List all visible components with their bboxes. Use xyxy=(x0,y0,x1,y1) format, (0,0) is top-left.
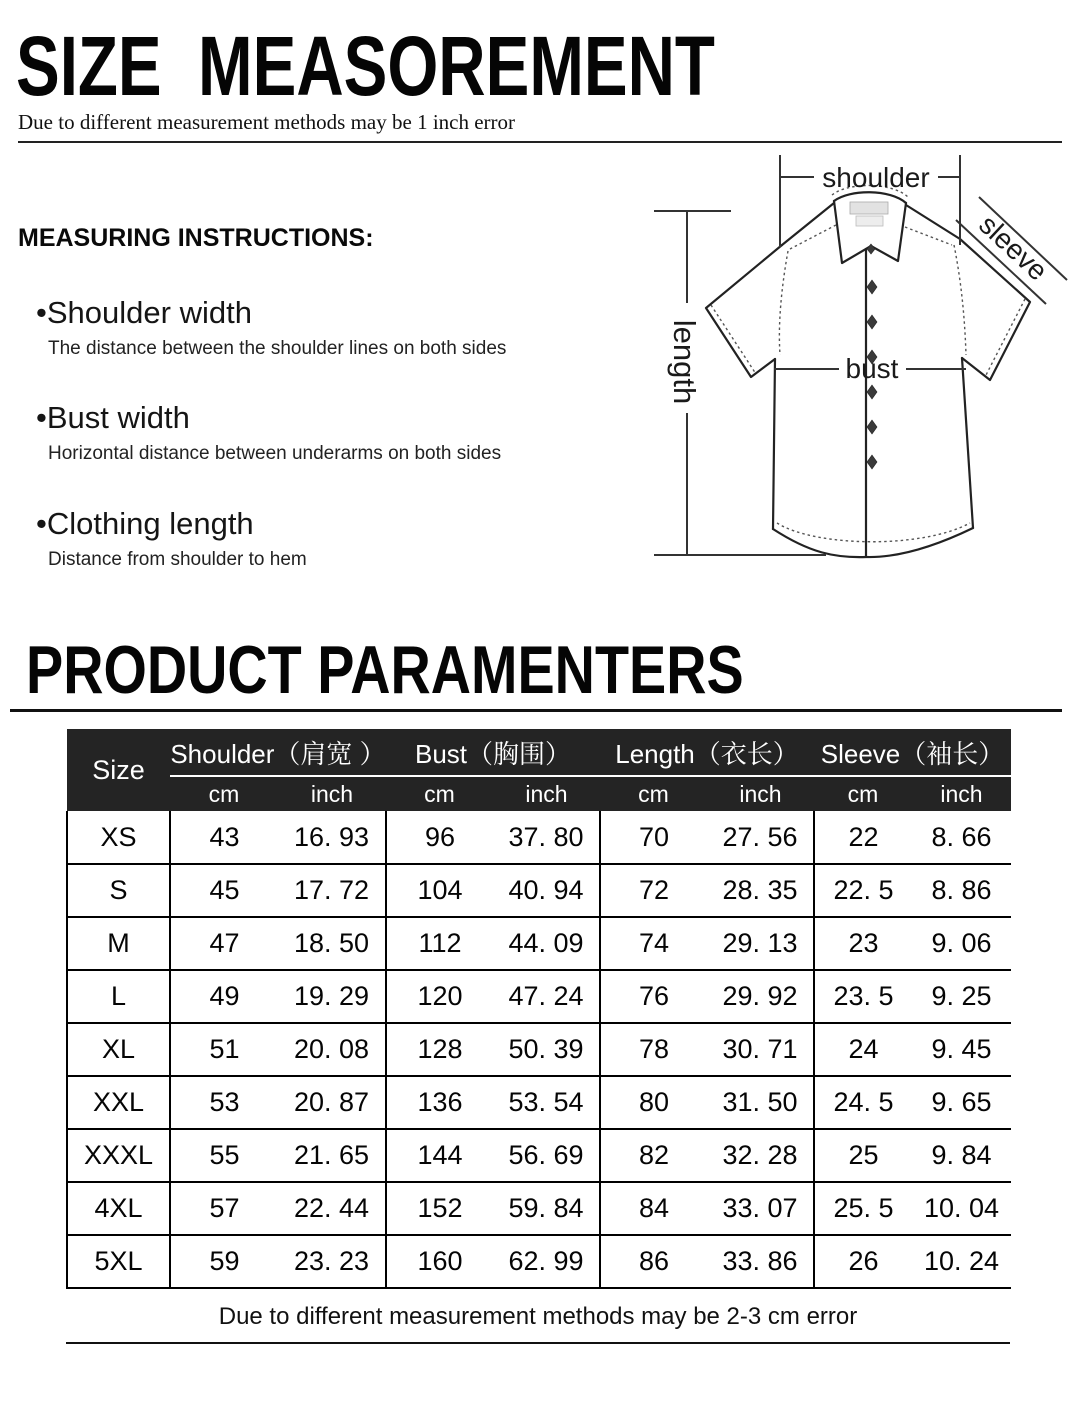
size-cell: XL xyxy=(67,1023,170,1076)
unit-header-cm: cm xyxy=(600,776,707,811)
measurement-cell: 45 xyxy=(170,864,278,917)
unit-header-inch: inch xyxy=(912,776,1011,811)
table-row xyxy=(67,811,1011,864)
measurement-cell: 21. 65 xyxy=(278,1129,386,1182)
instruction-item-bust xyxy=(36,401,501,465)
measurement-cell: 9. 45 xyxy=(912,1023,1011,1076)
measurement-cell: 20. 08 xyxy=(278,1023,386,1076)
measurement-cell: 80 xyxy=(600,1076,707,1129)
size-cell: XXL xyxy=(67,1076,170,1129)
measurement-cell: 47. 24 xyxy=(493,970,600,1023)
table-row xyxy=(67,1076,1011,1129)
unit-header-cm: cm xyxy=(170,776,278,811)
measurement-cell: 23. 5 xyxy=(814,970,912,1023)
measurement-cell: 82 xyxy=(600,1129,707,1182)
measurement-cell: 104 xyxy=(386,864,493,917)
measurement-cell: 53. 54 xyxy=(493,1076,600,1129)
instruction-item-shoulder xyxy=(36,296,506,360)
measurement-cell: 37. 80 xyxy=(493,811,600,864)
measurement-cell: 19. 29 xyxy=(278,970,386,1023)
measurement-cell: 72 xyxy=(600,864,707,917)
measurement-cell: 62. 99 xyxy=(493,1235,600,1288)
instruction-description: Horizontal distance between underarms on both sides xyxy=(48,443,502,465)
measurement-cell: 9. 65 xyxy=(912,1076,1011,1129)
size-cell: M xyxy=(67,917,170,970)
column-header-size: Size xyxy=(67,729,170,811)
measurement-cell: 23 xyxy=(814,917,912,970)
measurement-cell: 25. 5 xyxy=(814,1182,912,1235)
page-title: SIZE MEASOREMENT xyxy=(16,19,715,113)
size-table xyxy=(66,729,1011,1289)
diagram-label-bust: bust xyxy=(845,353,899,384)
measurement-cell: 84 xyxy=(600,1182,707,1235)
measurement-cell: 10. 24 xyxy=(912,1235,1011,1288)
measurement-cell: 74 xyxy=(600,917,707,970)
size-cell: 5XL xyxy=(67,1235,170,1288)
table-row xyxy=(67,1129,1011,1182)
measurement-cell: 23. 23 xyxy=(278,1235,386,1288)
measurement-cell: 9. 06 xyxy=(912,917,1011,970)
measurement-cell: 56. 69 xyxy=(493,1129,600,1182)
table-row xyxy=(67,917,1011,970)
measurement-cell: 8. 66 xyxy=(912,811,1011,864)
instruction-title-text: Bust width xyxy=(46,400,190,435)
measurement-cell: 44. 09 xyxy=(493,917,600,970)
measurement-cell: 78 xyxy=(600,1023,707,1076)
measurement-cell: 22. 44 xyxy=(278,1182,386,1235)
button-icon xyxy=(867,420,877,434)
measurement-cell: 53 xyxy=(170,1076,278,1129)
measurement-cell: 30. 71 xyxy=(707,1023,814,1076)
unit-header-inch: inch xyxy=(493,776,600,811)
measurement-cell: 43 xyxy=(170,811,278,864)
column-header-bust: Bust（胸围） xyxy=(386,729,600,776)
unit-header-cm: cm xyxy=(386,776,493,811)
button-icon xyxy=(867,280,877,294)
measurement-cell: 160 xyxy=(386,1235,493,1288)
parameters-heading: PRODUCT PARAMENTERS xyxy=(26,632,744,708)
measurement-cell: 22 xyxy=(814,811,912,864)
button-icon xyxy=(867,385,877,399)
diagram-label-length: length xyxy=(667,319,702,405)
measurement-cell: 128 xyxy=(386,1023,493,1076)
column-header-sleeve: Sleeve（袖长） xyxy=(814,729,1011,776)
size-cell: XXXL xyxy=(67,1129,170,1182)
button-icon xyxy=(867,455,877,469)
bullet-icon: • xyxy=(36,400,47,435)
measurement-cell: 29. 13 xyxy=(707,917,814,970)
measurement-cell: 25 xyxy=(814,1129,912,1182)
measurement-cell: 32. 28 xyxy=(707,1129,814,1182)
measurement-cell: 33. 86 xyxy=(707,1235,814,1288)
instruction-title-text: Clothing length xyxy=(46,506,254,541)
measurement-cell: 17. 72 xyxy=(278,864,386,917)
measurement-cell: 28. 35 xyxy=(707,864,814,917)
button-icon xyxy=(867,244,875,254)
button-icon xyxy=(867,315,877,329)
instruction-item-length xyxy=(36,507,307,571)
measurement-cell: 40. 94 xyxy=(493,864,600,917)
table-row xyxy=(67,864,1011,917)
unit-header-cm: cm xyxy=(814,776,912,811)
table-row xyxy=(67,1023,1011,1076)
measurement-cell: 51 xyxy=(170,1023,278,1076)
table-row xyxy=(67,970,1011,1023)
page-subtitle: Due to different measurement methods may be 1 inch error xyxy=(18,110,516,134)
measurement-cell: 31. 50 xyxy=(707,1076,814,1129)
measurement-cell: 152 xyxy=(386,1182,493,1235)
measurement-cell: 29. 92 xyxy=(707,970,814,1023)
measurement-cell: 59. 84 xyxy=(493,1182,600,1235)
measurement-cell: 22. 5 xyxy=(814,864,912,917)
measurement-cell: 9. 25 xyxy=(912,970,1011,1023)
table-row xyxy=(67,1182,1011,1235)
measurement-cell: 20. 87 xyxy=(278,1076,386,1129)
table-header-unit-row xyxy=(67,776,1011,811)
measurement-cell: 24 xyxy=(814,1023,912,1076)
bullet-icon: • xyxy=(36,506,47,541)
measurement-cell: 50. 39 xyxy=(493,1023,600,1076)
instruction-title-text: Shoulder width xyxy=(46,295,252,330)
measurement-cell: 70 xyxy=(600,811,707,864)
bullet-icon: • xyxy=(36,295,47,330)
table-header-group-row xyxy=(67,729,1011,776)
instruction-title xyxy=(36,296,506,330)
measurement-cell: 59 xyxy=(170,1235,278,1288)
measurement-cell: 9. 84 xyxy=(912,1129,1011,1182)
measurement-cell: 49 xyxy=(170,970,278,1023)
unit-header-inch: inch xyxy=(707,776,814,811)
measurement-cell: 120 xyxy=(386,970,493,1023)
measurement-cell: 33. 07 xyxy=(707,1182,814,1235)
measurement-cell: 96 xyxy=(386,811,493,864)
measurement-cell: 24. 5 xyxy=(814,1076,912,1129)
measuring-instructions-heading: MEASURING INSTRUCTIONS: xyxy=(18,224,374,252)
column-header-length: Length（衣长） xyxy=(600,729,814,776)
diagram-label-sleeve: sleeve xyxy=(973,208,1054,287)
table-row xyxy=(67,1235,1011,1288)
unit-header-inch: inch xyxy=(278,776,386,811)
size-cell: XS xyxy=(67,811,170,864)
measurement-cell: 76 xyxy=(600,970,707,1023)
measurement-cell: 55 xyxy=(170,1129,278,1182)
measurement-cell: 144 xyxy=(386,1129,493,1182)
measurement-cell: 8. 86 xyxy=(912,864,1011,917)
instruction-title xyxy=(36,507,307,541)
size-cell: S xyxy=(67,864,170,917)
measurement-cell: 18. 50 xyxy=(278,917,386,970)
size-cell: 4XL xyxy=(67,1182,170,1235)
column-header-shoulder: Shoulder（肩宽 ） xyxy=(170,729,386,776)
measurement-cell: 86 xyxy=(600,1235,707,1288)
bottom-divider xyxy=(66,1342,1010,1344)
instruction-title xyxy=(36,401,501,435)
parameters-divider xyxy=(10,709,1062,712)
diagram-label-shoulder: shoulder xyxy=(822,162,930,193)
measurement-cell: 10. 04 xyxy=(912,1182,1011,1235)
measurement-cell: 112 xyxy=(386,917,493,970)
measurement-cell: 26 xyxy=(814,1235,912,1288)
shirt-measurement-diagram xyxy=(630,145,1072,597)
measurement-cell: 16. 93 xyxy=(278,811,386,864)
top-divider xyxy=(18,141,1062,143)
size-cell: L xyxy=(67,970,170,1023)
instruction-description: The distance between the shoulder lines on both sides xyxy=(48,338,507,360)
measurement-cell: 47 xyxy=(170,917,278,970)
instruction-description: Distance from shoulder to hem xyxy=(48,549,307,571)
measurement-cell: 27. 56 xyxy=(707,811,814,864)
measurement-cell: 57 xyxy=(170,1182,278,1235)
table-footnote: Due to different measurement methods may be 2-3 cm error xyxy=(218,1303,858,1330)
measurement-cell: 136 xyxy=(386,1076,493,1129)
